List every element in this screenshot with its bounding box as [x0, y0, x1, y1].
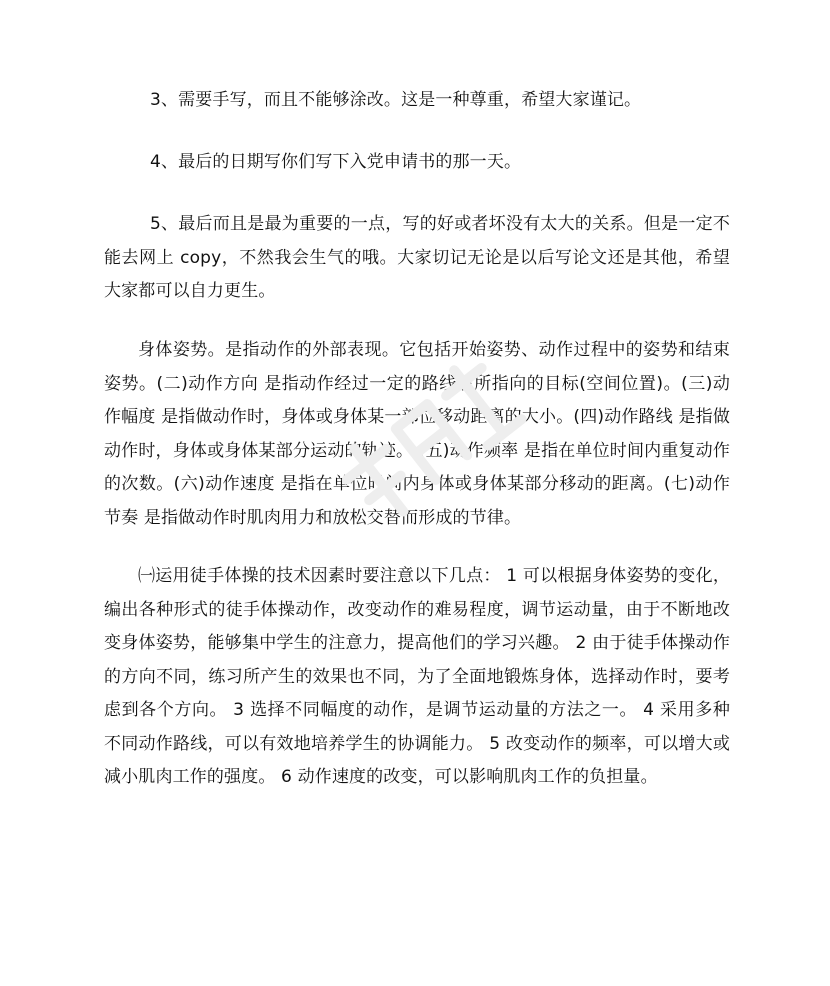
- paragraph-item-4: 4、最后的日期写你们写下入党申请书的那一天。: [150, 152, 522, 172]
- paragraph-body-posture: 身体姿势。是指动作的外部表现。它包括开始姿势、动作过程中的姿势和结束姿势。(二)动作方向 是指动作经过一定的路线后所指向的目标(空间位置)。(三)动作幅度 是指做动作时，身体或身体某一部位移动距离的大小。(四)动作路线 是指做动作时，身体或身体某部分运动的轨迹。 (五)动作频率 是指在单位时间内重复动作的次数。(六)动作速度 是指在单位时间内身体或身体某部分移动的距离。(七)动作节奏 是指做动作时肌肉用力和放松交替而形成的节律。: [104, 340, 730, 528]
- paragraph-item-3: 3、需要手写，而且不能够涂改。这是一种尊重，希望大家谨记。: [150, 90, 642, 110]
- paragraph-item-5: 5、最后而且是最为重要的一点，写的好或者坏没有太大的关系。但是一定不能去网上 copy，不然我会生气的哦。大家切记无论是以后写论文还是其他，希望大家都可以自力更生。: [104, 214, 730, 301]
- paragraph-gymnastics-notes: ㈠运用徒手体操的技术因素时要注意以下几点： 1 可以根据身体姿势的变化，编出各种形式的徒手体操动作，改变动作的难易程度，调节运动量，由于不断地改变身体姿势，能够集中学生的注意力，提高他们的学习兴趣。 2 由于徒手体操动作的方向不同，练习所产生的效果也不同，为了全面地锻炼身体，选择动作时，要考虑到各个方向。 3 选择不同幅度的动作，是调节运动量的方法之一。 4 采用多种不同动作路线，可以有效地培养学生的协调能力。 5 改变动作的频率，可以增大或减小肌肉工作的强度。 6 动作速度的改变，可以影响肌肉工作的负担量。: [104, 566, 730, 787]
